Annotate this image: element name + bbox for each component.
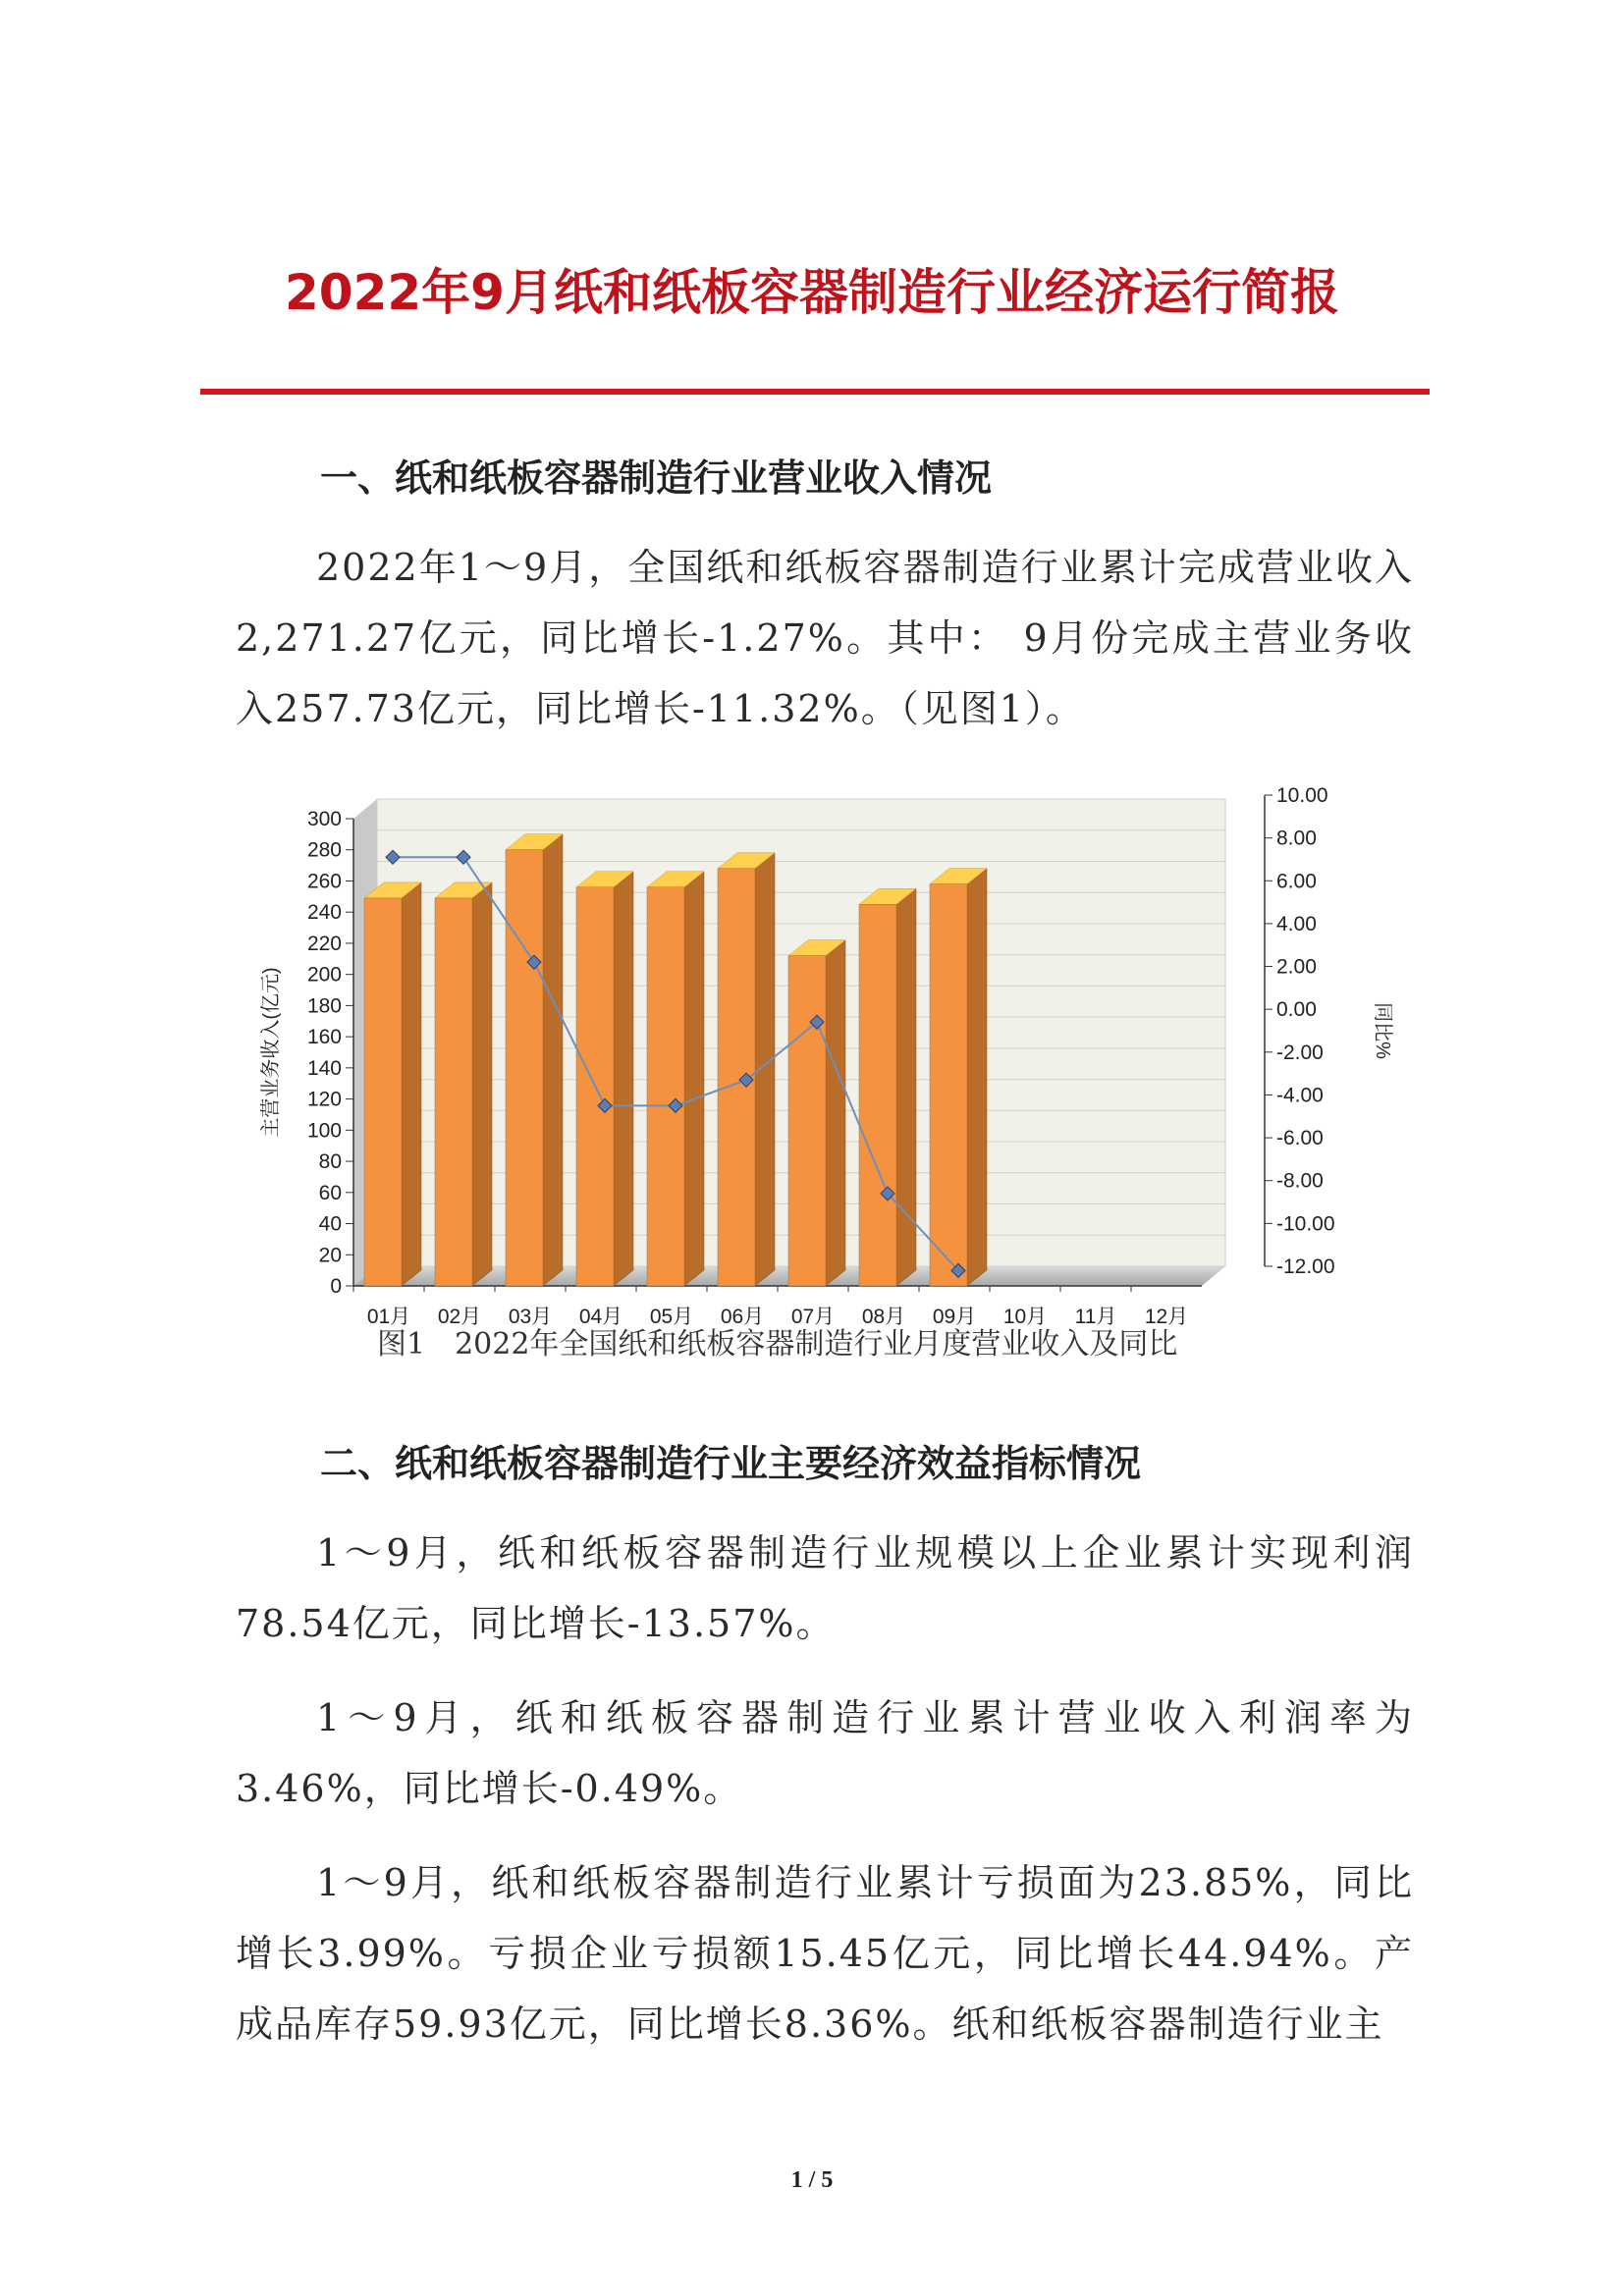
y2-tick-label: -10.00 (1276, 1212, 1335, 1236)
x-tick-label: 07月 (790, 1306, 836, 1328)
y-tick-label: 60 (318, 1181, 342, 1204)
y-tick-label: 240 (306, 901, 342, 925)
y2-axis-label: 同比% (1372, 1002, 1393, 1059)
x-tick-label: 09月 (932, 1306, 977, 1328)
y-tick-label: 40 (318, 1212, 342, 1236)
section1-paragraph: 2022年1～9月，全国纸和纸板容器制造行业累计完成营业收入2,271.27亿元，同比增长-1.27%。其中： 9月份完成主营业务收入257.73亿元，同比增长-11.32%。（见图1）。 (236, 546, 1414, 730)
y-tick-label: 20 (318, 1244, 342, 1267)
left-axis-ticks (307, 808, 353, 1298)
y2-tick-label: -4.00 (1276, 1084, 1324, 1107)
y2-tick-label: 4.00 (1276, 912, 1317, 935)
y2-tick-label: 10.00 (1276, 784, 1328, 807)
bar (859, 888, 916, 1286)
bar (364, 882, 421, 1286)
title-divider (200, 389, 1430, 395)
x-tick-label: 11月 (1074, 1306, 1117, 1328)
x-tick-label: 06月 (720, 1306, 765, 1328)
y-tick-label: 0 (330, 1275, 342, 1298)
y2-tick-label: 6.00 (1276, 870, 1317, 893)
bar (435, 882, 492, 1286)
y2-tick-label: -8.00 (1276, 1169, 1324, 1193)
y-tick-label: 100 (306, 1119, 342, 1143)
y-tick-label: 260 (306, 870, 342, 893)
x-tick-label: 04月 (578, 1306, 623, 1328)
y-tick-label: 220 (306, 932, 342, 955)
y2-tick-label: -2.00 (1276, 1041, 1324, 1064)
y-tick-label: 180 (306, 994, 342, 1018)
x-tick-label: 10月 (1002, 1306, 1048, 1328)
x-tick-label: 08月 (861, 1306, 906, 1328)
y2-tick-label: 2.00 (1276, 955, 1317, 979)
x-tick-label: 01月 (366, 1306, 411, 1328)
y-tick-label: 200 (306, 963, 342, 987)
section1-heading: 一、纸和纸板容器制造行业营业收入情况 (320, 456, 993, 500)
section2-paragraph-margin: 1～9月，纸和纸板容器制造行业累计营业收入利润率为3.46%，同比增长-0.49%。 (236, 1696, 1414, 1810)
x-tick-label: 05月 (649, 1306, 694, 1328)
y-axis-label: 主营业务收入(亿元) (260, 967, 282, 1138)
y2-tick-label: -12.00 (1276, 1255, 1335, 1278)
figure-caption: 图1 2022年全国纸和纸板容器制造行业月度营业收入及同比 (377, 1327, 1178, 1362)
section2-heading: 二、纸和纸板容器制造行业主要经济效益指标情况 (320, 1442, 1142, 1485)
document-title: 2022年9月纸和纸板容器制造行业经济运行简报 (285, 264, 1339, 321)
y-tick-label: 80 (318, 1150, 342, 1174)
y2-tick-label: 8.00 (1276, 827, 1317, 850)
x-tick-label: 03月 (508, 1306, 553, 1328)
y2-tick-label: 0.00 (1276, 998, 1317, 1022)
bar (788, 940, 845, 1286)
right-axis-ticks (1265, 784, 1335, 1278)
y-tick-label: 160 (306, 1026, 342, 1049)
page-number: 1 / 5 (790, 2167, 834, 2193)
x-tick-label: 02月 (437, 1306, 482, 1328)
revenue-bars (364, 834, 987, 1286)
bar (506, 834, 563, 1286)
bar (930, 869, 987, 1286)
y2-tick-label: -6.00 (1276, 1127, 1324, 1150)
section2-paragraph-profit: 1～9月，纸和纸板容器制造行业规模以上企业累计实现利润78.54亿元，同比增长-13.57%。 (236, 1531, 1414, 1645)
section2-paragraph-loss: 1～9月，纸和纸板容器制造行业累计亏损面为23.85%，同比增长3.99%。亏损企业亏损额15.45亿元，同比增长44.94%。产成品库存59.93亿元，同比增长8.36%。纸和纸板容器制造行业主 (236, 1861, 1414, 2046)
y-tick-label: 280 (306, 838, 342, 862)
x-tick-label: 12月 (1144, 1306, 1189, 1328)
y-tick-label: 120 (306, 1088, 342, 1111)
y-tick-label: 140 (306, 1056, 342, 1080)
bar (718, 853, 775, 1286)
bar (647, 872, 704, 1286)
revenue-chart (236, 775, 1393, 1328)
bar (576, 872, 633, 1286)
y-tick-label: 300 (306, 808, 342, 830)
